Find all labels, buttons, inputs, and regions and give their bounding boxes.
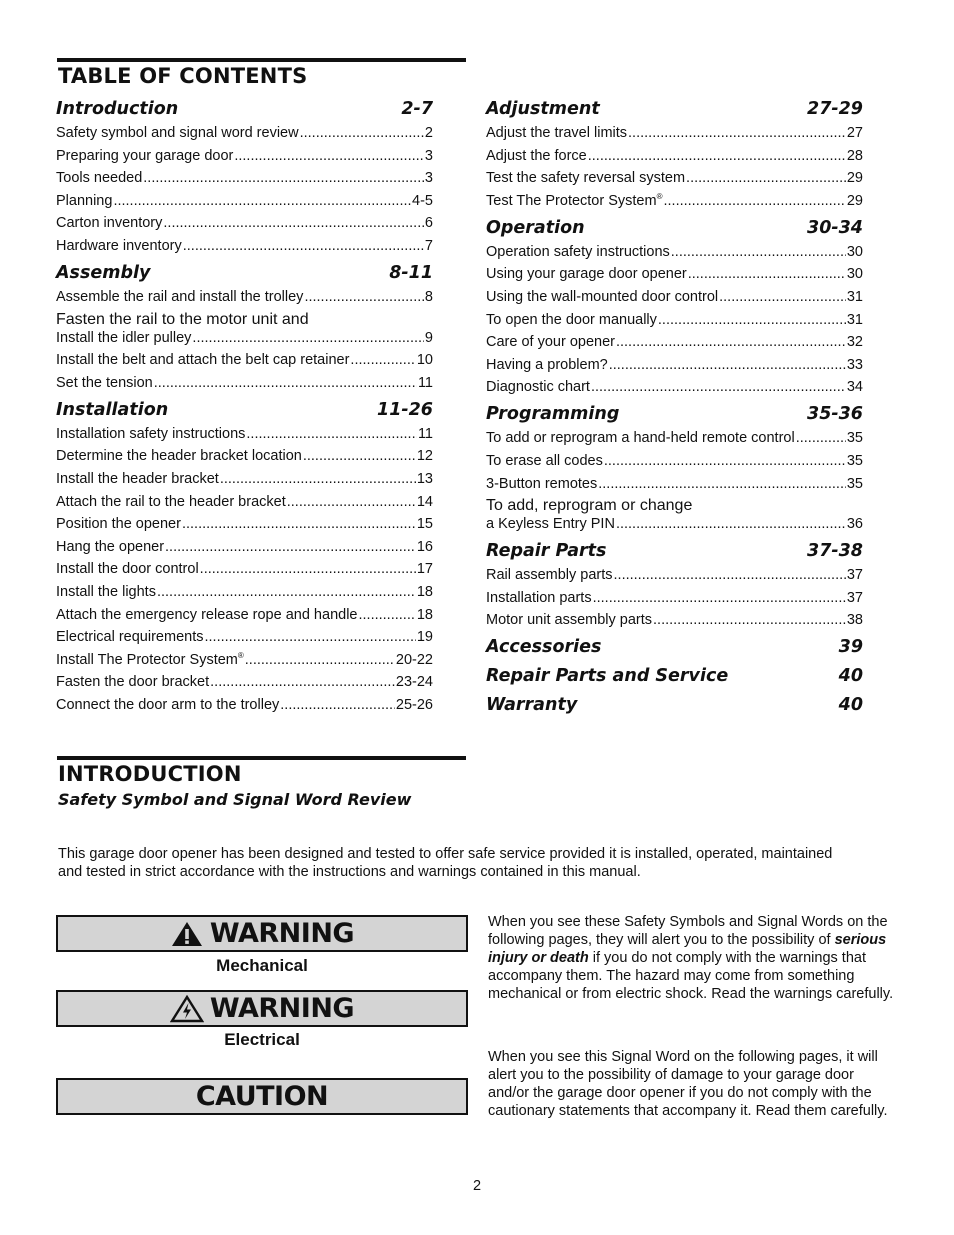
toc-leader-dots — [200, 560, 416, 578]
toc-section-heading[interactable] — [486, 665, 863, 687]
toc-entry[interactable] — [486, 333, 863, 351]
toc-entry-label: Install The Protector System® — [56, 650, 244, 668]
toc-section-title: Repair Parts — [486, 541, 607, 562]
toc-leader-dots — [183, 237, 424, 255]
toc-entry[interactable] — [56, 374, 433, 392]
toc-entry-page: 14 — [416, 493, 433, 510]
toc-section-pages: 35-36 — [807, 404, 863, 425]
toc-entry-page: 38 — [846, 612, 863, 629]
toc-entry-page: 25-26 — [395, 696, 433, 713]
toc-entry[interactable] — [486, 124, 863, 142]
toc-leader-dots — [154, 374, 417, 392]
toc-section-heading[interactable] — [486, 217, 863, 239]
toc-entry-label: Install the header bracket — [56, 470, 219, 487]
toc-right-column — [486, 98, 863, 723]
toc-entry[interactable] — [486, 356, 863, 374]
toc-leader-dots — [245, 651, 395, 669]
toc-section — [486, 98, 863, 210]
toc-entry-page: 4-5 — [412, 192, 433, 209]
toc-entry-page: 37 — [846, 589, 863, 606]
toc-leader-dots — [287, 493, 416, 511]
signal-explanation-text-1: When you see these Safety Symbols and Signal Words on the following pages, they will alert you to the possibility of — [488, 914, 888, 948]
toc-entry-label: Electrical requirements — [56, 629, 204, 646]
toc-entry-page: 35 — [846, 452, 863, 469]
toc-leader-dots — [653, 611, 846, 629]
toc-entry-label: Determine the header bracket location — [56, 448, 302, 465]
toc-entry-page: 29 — [846, 170, 863, 187]
electrical-warning-triangle-icon — [170, 995, 204, 1023]
toc-leader-dots — [663, 192, 845, 210]
toc-leader-dots — [593, 589, 846, 607]
warning-word-mechanical: WARNING — [209, 918, 355, 949]
toc-entry-page: 29 — [846, 192, 863, 209]
toc-section — [56, 262, 433, 392]
toc-entry-page: 6 — [424, 215, 433, 232]
toc-entry-label: Position the opener — [56, 516, 181, 533]
registered-mark: ® — [237, 650, 244, 660]
registered-mark: ® — [656, 191, 663, 201]
toc-entry-label: Motor unit assembly parts — [486, 612, 653, 629]
toc-section — [56, 98, 433, 255]
toc-entry-first-line: To add, reprogram or change — [486, 497, 693, 515]
toc-leader-dots — [598, 475, 846, 493]
toc-entry-page: 17 — [416, 561, 433, 578]
toc-entry-page: 11 — [417, 425, 433, 442]
toc-entry-label: Install the lights — [56, 583, 156, 600]
toc-entry-label: Connect the door arm to the trolley — [56, 696, 280, 713]
toc-section-pages: 27-29 — [807, 99, 863, 119]
toc-section-pages: 40 — [838, 666, 863, 687]
toc-leader-dots — [113, 192, 411, 210]
toc-entry-page: 30 — [846, 243, 863, 260]
toc-leader-dots — [604, 452, 846, 470]
toc-section-title: Assembly — [56, 262, 151, 283]
toc-entry-label: Safety symbol and signal word review — [56, 125, 299, 141]
toc-entry[interactable] — [56, 214, 433, 232]
toc-section — [486, 217, 863, 397]
toc-section-heading[interactable] — [56, 98, 433, 120]
toc-leader-dots — [591, 378, 846, 396]
toc-entry[interactable] — [486, 475, 863, 493]
toc-entry-page: 31 — [846, 311, 863, 328]
toc-entry-label: a Keyless Entry PIN — [486, 516, 615, 533]
toc-leader-dots — [616, 515, 846, 533]
toc-leader-dots — [163, 214, 424, 232]
toc-entry[interactable] — [56, 538, 433, 556]
toc-entry-page: 37 — [846, 567, 863, 584]
toc-section — [56, 399, 433, 714]
toc-entry-label: Diagnostic chart — [486, 379, 590, 396]
toc-heading: TABLE OF CONTENTS — [58, 64, 308, 88]
toc-entry-page: 10 — [416, 352, 433, 369]
toc-leader-dots — [234, 147, 424, 165]
toc-section-heading[interactable] — [486, 403, 863, 425]
toc-entry[interactable] — [486, 265, 863, 283]
toc-leader-dots — [350, 351, 415, 369]
toc-leader-dots — [796, 429, 846, 447]
toc-section-pages: 30-34 — [807, 217, 863, 238]
toc-entry-page: 9 — [424, 329, 433, 346]
toc-entry-label: To open the door manually — [486, 311, 657, 328]
toc-entry-label: 3-Button remotes — [486, 475, 598, 492]
toc-section-pages: 37-38 — [807, 541, 863, 562]
toc-leader-dots — [616, 333, 846, 351]
toc-entry[interactable] — [486, 589, 863, 607]
toc-entry[interactable] — [56, 470, 433, 488]
toc-left-column — [56, 98, 433, 721]
toc-entry-label: Installation parts — [486, 589, 592, 606]
toc-entry-label: Attach the rail to the header bracket — [56, 493, 286, 510]
toc-entry[interactable] — [486, 611, 863, 629]
toc-entry-page: 33 — [846, 356, 863, 373]
toc-section-title: Operation — [486, 217, 585, 238]
electrical-label: Electrical — [224, 1030, 300, 1049]
toc-entry[interactable] — [56, 447, 433, 465]
toc-leader-dots — [303, 447, 416, 465]
toc-entry-page: 18 — [416, 606, 433, 623]
toc-entry[interactable] — [56, 288, 433, 306]
warning-triangle-icon — [170, 920, 204, 948]
toc-entry-page: 27 — [846, 125, 863, 141]
toc-entry-page: 16 — [416, 538, 433, 555]
toc-section-pages: 39 — [838, 637, 863, 658]
page-number: 2 — [472, 1178, 482, 1194]
toc-entry[interactable] — [486, 147, 863, 165]
toc-entry[interactable] — [486, 452, 863, 470]
toc-entry-label: Preparing your garage door — [56, 147, 234, 164]
toc-entry-label: To add or reprogram a hand-held remote control — [486, 430, 795, 447]
caution-box — [56, 1078, 468, 1115]
toc-entry-label: Using the wall-mounted door control — [486, 288, 719, 305]
toc-entry-page: 31 — [846, 288, 863, 305]
toc-entry-page: 15 — [416, 516, 433, 533]
toc-entry-label: Having a problem? — [486, 356, 608, 373]
toc-entry[interactable] — [56, 651, 433, 669]
toc-entry[interactable] — [56, 606, 433, 624]
toc-leader-dots — [157, 583, 416, 601]
toc-entry-page: 2 — [424, 125, 433, 141]
toc-entry-page: 23-24 — [395, 674, 433, 691]
toc-section-pages: 11-26 — [377, 399, 433, 420]
toc-leader-dots — [204, 628, 415, 646]
toc-entry[interactable] — [486, 311, 863, 329]
toc-entry-page: 34 — [846, 379, 863, 396]
toc-entry-page: 19 — [416, 629, 433, 646]
toc-section-title: Accessories — [486, 637, 602, 658]
toc-entry[interactable] — [56, 147, 433, 165]
intro-paragraph: This garage door opener has been designed and tested to offer safe service provided it is installed, operated, maintained and tested in strict accordance with the instructions and warnings contained in this manual. — [58, 846, 833, 880]
toc-entry[interactable] — [56, 351, 433, 369]
toc-entry[interactable] — [486, 429, 863, 447]
toc-entry-page: 28 — [846, 147, 863, 164]
toc-section-heading[interactable] — [56, 399, 433, 421]
toc-entry-page: 3 — [424, 170, 433, 187]
toc-entry[interactable] — [56, 673, 433, 691]
toc-section — [486, 540, 863, 629]
toc-entry-label: Test The Protector System® — [486, 191, 663, 209]
warning-word-electrical: WARNING — [209, 993, 355, 1024]
toc-section — [486, 665, 863, 687]
toc-entry-page: 20-22 — [395, 651, 433, 668]
toc-entry-page: 8 — [424, 288, 433, 305]
toc-leader-dots — [719, 288, 846, 306]
toc-entry-label: Installation safety instructions — [56, 425, 246, 442]
warning-electrical-box — [56, 990, 468, 1027]
toc-leader-dots — [609, 356, 846, 374]
toc-section-heading[interactable] — [486, 540, 863, 562]
toc-section-heading[interactable] — [486, 98, 863, 120]
warning-mechanical-box — [56, 915, 468, 952]
toc-leader-dots — [628, 124, 846, 142]
caution-explanation-paragraph: When you see this Signal Word on the following pages, it will alert you to the possibility of damage to your garage door and/or the garage door opener if you do not comply with the cautionary statements that accompany it. Read them carefully. — [488, 1049, 888, 1119]
toc-entry[interactable] — [486, 497, 863, 533]
toc-leader-dots — [688, 265, 846, 283]
toc-entry-label: To erase all codes — [486, 452, 603, 469]
toc-section-title: Programming — [486, 404, 620, 425]
toc-section-pages: 2-7 — [401, 99, 433, 119]
toc-leader-dots — [671, 243, 846, 261]
toc-entry[interactable] — [486, 378, 863, 396]
toc-entry[interactable] — [486, 288, 863, 306]
toc-top-rule — [57, 58, 466, 62]
toc-section-pages: 8-11 — [389, 262, 433, 283]
toc-entry[interactable] — [56, 493, 433, 511]
toc-entry-label: Hang the opener — [56, 538, 165, 555]
toc-entry-label: Attach the emergency release rope and handle — [56, 606, 358, 623]
toc-entry-page: 35 — [846, 430, 863, 447]
toc-leader-dots — [658, 311, 846, 329]
caution-word: CAUTION — [195, 1081, 329, 1112]
toc-entry-label: Carton inventory — [56, 215, 163, 232]
toc-entry-label: Install the belt and attach the belt cap retainer — [56, 352, 350, 369]
toc-section-pages: 40 — [838, 695, 863, 716]
toc-section — [486, 636, 863, 658]
toc-leader-dots — [246, 425, 417, 443]
intro-top-rule — [57, 756, 466, 760]
toc-leader-dots — [358, 606, 415, 624]
toc-section-title: Warranty — [486, 695, 578, 716]
toc-section-title: Introduction — [56, 99, 179, 119]
toc-entry[interactable] — [56, 515, 433, 533]
toc-leader-dots — [304, 288, 423, 306]
toc-section-title: Installation — [56, 399, 169, 420]
toc-leader-dots — [280, 696, 395, 714]
toc-entry-page: 35 — [846, 475, 863, 492]
toc-entry-page: 18 — [416, 583, 433, 600]
toc-entry-label: Planning — [56, 192, 113, 209]
toc-entry[interactable] — [486, 566, 863, 584]
toc-entry-label: Set the tension — [56, 374, 153, 391]
toc-entry[interactable] — [56, 311, 433, 347]
toc-entry-label: Assemble the rail and install the trolley — [56, 288, 304, 305]
toc-entry[interactable] — [56, 628, 433, 646]
toc-entry-page: 7 — [424, 237, 433, 254]
toc-entry[interactable] — [56, 192, 433, 210]
toc-entry-label: Fasten the door bracket — [56, 674, 210, 691]
toc-entry-label: Install the idler pulley — [56, 329, 192, 346]
toc-section-title: Repair Parts and Service — [486, 666, 729, 687]
toc-entry-label: Adjust the travel limits — [486, 125, 628, 141]
toc-entry[interactable] — [56, 696, 433, 714]
toc-leader-dots — [614, 566, 846, 584]
toc-entry-page: 11 — [417, 374, 433, 391]
toc-entry[interactable] — [56, 169, 433, 187]
toc-entry-page: 30 — [846, 266, 863, 283]
toc-entry[interactable] — [56, 425, 433, 443]
toc-entry-label: Care of your opener — [486, 334, 615, 351]
toc-leader-dots — [686, 169, 846, 187]
intro-subheading: Safety Symbol and Signal Word Review — [58, 790, 412, 809]
mechanical-label: Mechanical — [216, 956, 308, 975]
toc-entry-page: 36 — [846, 516, 863, 533]
toc-entry[interactable] — [56, 124, 433, 142]
toc-section-heading[interactable] — [56, 262, 433, 284]
toc-leader-dots — [165, 538, 416, 556]
toc-entry-first-line: Fasten the rail to the motor unit and — [56, 310, 309, 328]
toc-entry-page: 12 — [416, 448, 433, 465]
toc-entry[interactable] — [486, 169, 863, 187]
toc-leader-dots — [210, 673, 395, 691]
signal-explanation-text-2: if you do not comply with the warnings that accompany them. The hazard may come from something mechanical or from electric shock. Read the warnings carefully. — [488, 950, 894, 1002]
toc-section-heading[interactable] — [486, 636, 863, 658]
toc-leader-dots — [182, 515, 416, 533]
toc-entry-label: Tools needed — [56, 170, 143, 187]
toc-leader-dots — [220, 470, 416, 488]
toc-entry[interactable] — [56, 237, 433, 255]
serious-injury-emphasis: serious injury or death — [488, 932, 887, 966]
toc-entry-page: 3 — [424, 147, 433, 164]
toc-entry-label: Rail assembly parts — [486, 567, 613, 584]
toc-entry[interactable] — [486, 192, 863, 210]
toc-leader-dots — [588, 147, 846, 165]
toc-leader-dots — [300, 124, 424, 142]
intro-heading: INTRODUCTION — [58, 762, 242, 786]
toc-entry-label: Hardware inventory — [56, 237, 182, 254]
toc-entry[interactable] — [56, 583, 433, 601]
toc-entry-page: 13 — [416, 470, 433, 487]
toc-leader-dots — [143, 169, 424, 187]
toc-entry-label: Adjust the force — [486, 147, 587, 164]
toc-section-heading[interactable] — [486, 694, 863, 716]
toc-entry-page: 32 — [846, 334, 863, 351]
toc-entry[interactable] — [486, 243, 863, 261]
toc-section-title: Adjustment — [486, 99, 600, 119]
toc-section — [486, 694, 863, 716]
toc-entry-label: Install the door control — [56, 561, 199, 578]
toc-entry-label: Test the safety reversal system — [486, 170, 686, 187]
toc-entry-label: Operation safety instructions — [486, 243, 670, 260]
toc-entry[interactable] — [56, 560, 433, 578]
toc-entry-label: Using your garage door opener — [486, 266, 687, 283]
toc-leader-dots — [192, 329, 424, 347]
signal-explanation-paragraph — [488, 913, 898, 1003]
toc-section — [486, 403, 863, 533]
